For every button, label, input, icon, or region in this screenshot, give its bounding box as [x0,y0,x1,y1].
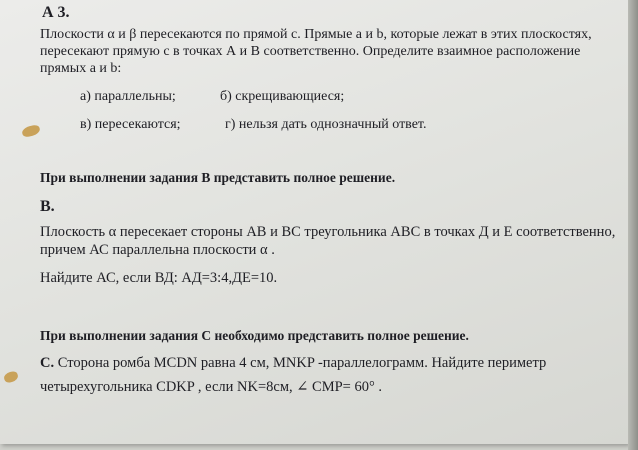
task-a3-line-3: прямых a и b: [40,61,122,76]
task-a3-option-c: в) пересекаются; [80,117,181,132]
task-b-line-1: Плоскость α пересекает стороны АВ и ВС треугольника АВС в точках Д и Е соответственно, [40,224,616,240]
section-c-instruction: При выполнении задания С необходимо представить полное решение. [40,328,469,343]
task-c-label: С. [40,355,55,371]
task-c-line-1-wrap [40,355,546,372]
task-a3-option-d: г) нельзя дать однозначный ответ. [225,117,427,132]
task-a3-option-b: б) скрещивающиеся; [220,89,345,104]
task-a3-label: А 3. [42,4,70,21]
page-edge [628,0,638,450]
task-a3-line-2: пересекают прямую c в точках А и В соответственно. Определите взаимное расположение [40,44,581,59]
task-c-line-2: четырехугольника CDKP , если NK=8см, ∠ CMP= 60° . [40,379,383,395]
section-b-instruction: При выполнении задания В представить полное решение. [40,170,396,185]
paper-mark-2 [3,370,19,383]
task-b-label: В. [40,198,55,215]
paper-mark [21,124,41,138]
task-b-line-2: причем АС параллельна плоскости α . [40,242,275,258]
task-b-question: Найдите АС, если ВД: АД=3:4,ДЕ=10. [40,270,278,286]
task-a3-line-1: Плоскости α и β пересекаются по прямой c. Прямые a и b, которые лежат в этих плоскостях, [40,27,592,42]
task-c-line-1: Сторона ромба MCDN равна 4 см, MNKP -параллелограмм. Найдите периметр [57,355,547,371]
task-a3-option-a: а) параллельны; [80,89,176,104]
